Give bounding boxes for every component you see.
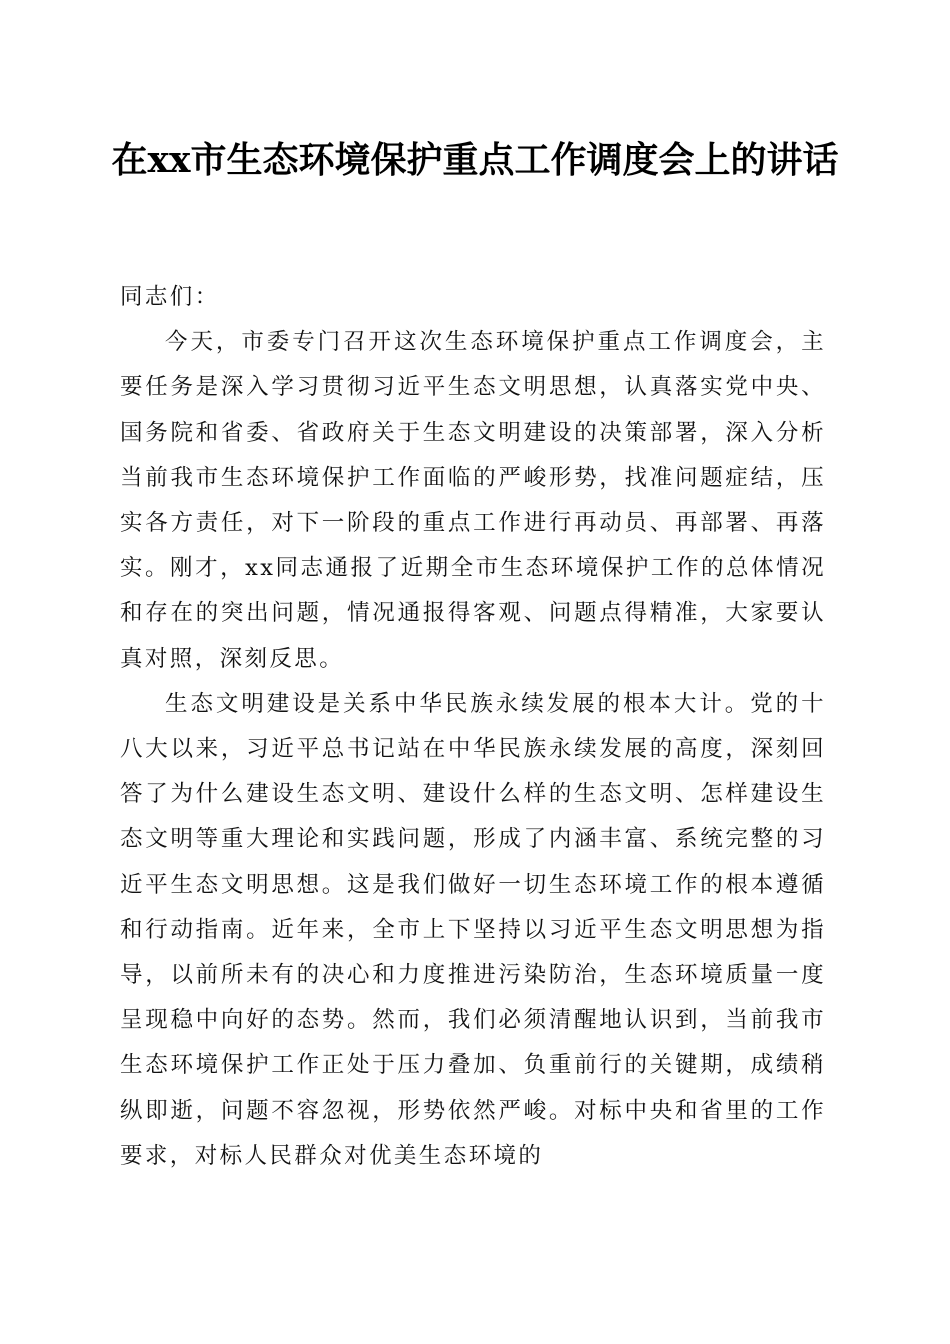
salutation: 同志们： [120, 284, 220, 310]
document-body [120, 275, 826, 1179]
paragraph-1: 今天，市委专门召开这次生态环境保护重点工作调度会，主要任务是深入学习贯彻习近平生态文明思想，认真落实党中央、国务院和省委、省政府关于生态文明建设的决策部署，深入分析当前我市生态环境保护工作面临的严峻形势，找准问题症结，压实各方责任，对下一阶段的重点工作进行再动员、再部署、再落实。刚才，xx同志通报了近期全市生态环境保护工作的总体情况和存在的突出问题，情况通报得客观、问题点得精准，大家要认真对照，深刻反思。 [120, 329, 826, 672]
document-title: 在xx市生态环境保护重点工作调度会上的讲话 [111, 139, 839, 181]
paragraph-2: 生态文明建设是关系中华民族永续发展的根本大计。党的十八大以来，习近平总书记站在中华民族永续发展的高度，深刻回答了为什么建设生态文明、建设什么样的生态文明、怎样建设生态文明等重大理论和实践问题，形成了内涵丰富、系统完整的习近平生态文明思想。这是我们做好一切生态环境工作的根本遵循和行动指南。近年来，全市上下坚持以习近平生态文明思想为指导，以前所未有的决心和力度推进污染防治，生态环境质量一度呈现稳中向好的态势。然而，我们必须清醒地认识到，当前我市生态环境保护工作正处于压力叠加、负重前行的关键期，成绩稍纵即逝，问题不容忽视，形势依然严峻。对标中央和省里的工作要求，对标人民群众对优美生态环境的 [120, 690, 826, 1169]
